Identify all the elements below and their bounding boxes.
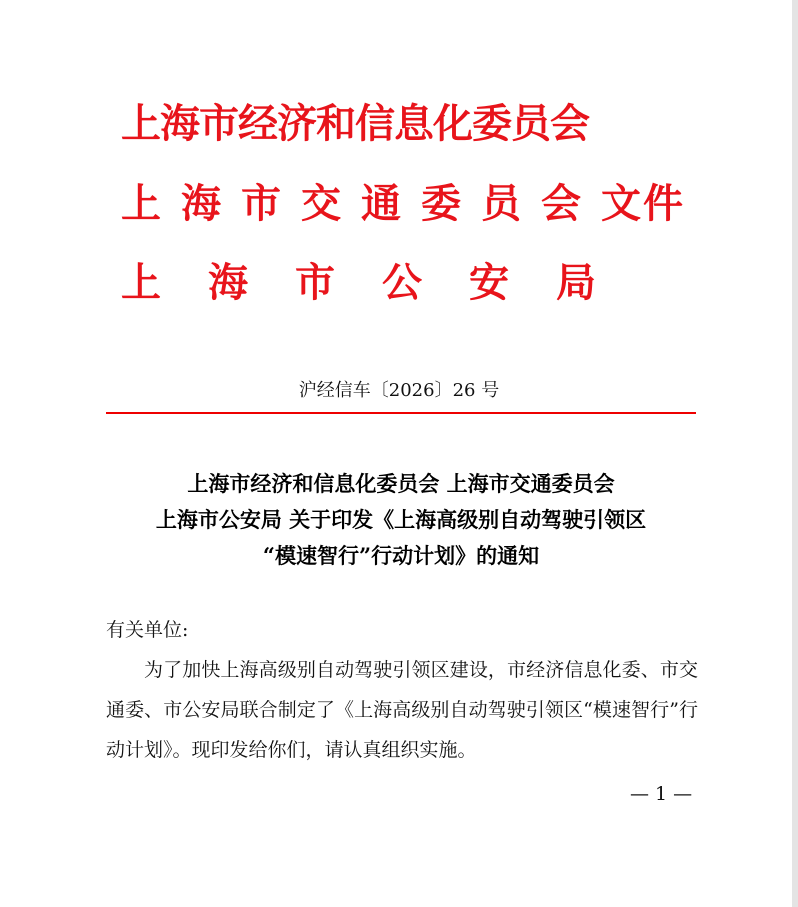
page-number: — 1 — <box>630 783 693 805</box>
issuer-header-line-2 <box>121 180 685 228</box>
issuer-header-line-3: 上海市公安局 <box>121 259 643 306</box>
issuer-header-line-1: 上海市经济和信息化委员会 <box>121 100 589 147</box>
document-body <box>106 610 698 770</box>
document-label: 文件 <box>601 180 685 227</box>
red-divider <box>106 412 696 414</box>
issuer-name: 上海市交通委员会 <box>121 180 601 227</box>
document-title <box>106 466 696 574</box>
title-line-2: 上海市公安局 关于印发《上海高级别自动驾驶引领区 <box>155 507 647 532</box>
salutation: 有关单位: <box>106 619 189 641</box>
scrollbar[interactable] <box>792 0 798 907</box>
title-line-1: 上海市经济和信息化委员会 上海市交通委员会 <box>187 471 615 496</box>
title-line-3: “模速智行”行动计划》的通知 <box>262 543 540 568</box>
body-paragraph: 为了加快上海高级别自动驾驶引领区建设，市经济信息化委、市交通委、市公安局联合制定了《上海高级别自动驾驶引领区“模速智行”行动计划》。现印发给你们，请认真组织实施。 <box>106 659 698 761</box>
document-number: 沪经信车〔2026〕26 号 <box>298 380 500 401</box>
